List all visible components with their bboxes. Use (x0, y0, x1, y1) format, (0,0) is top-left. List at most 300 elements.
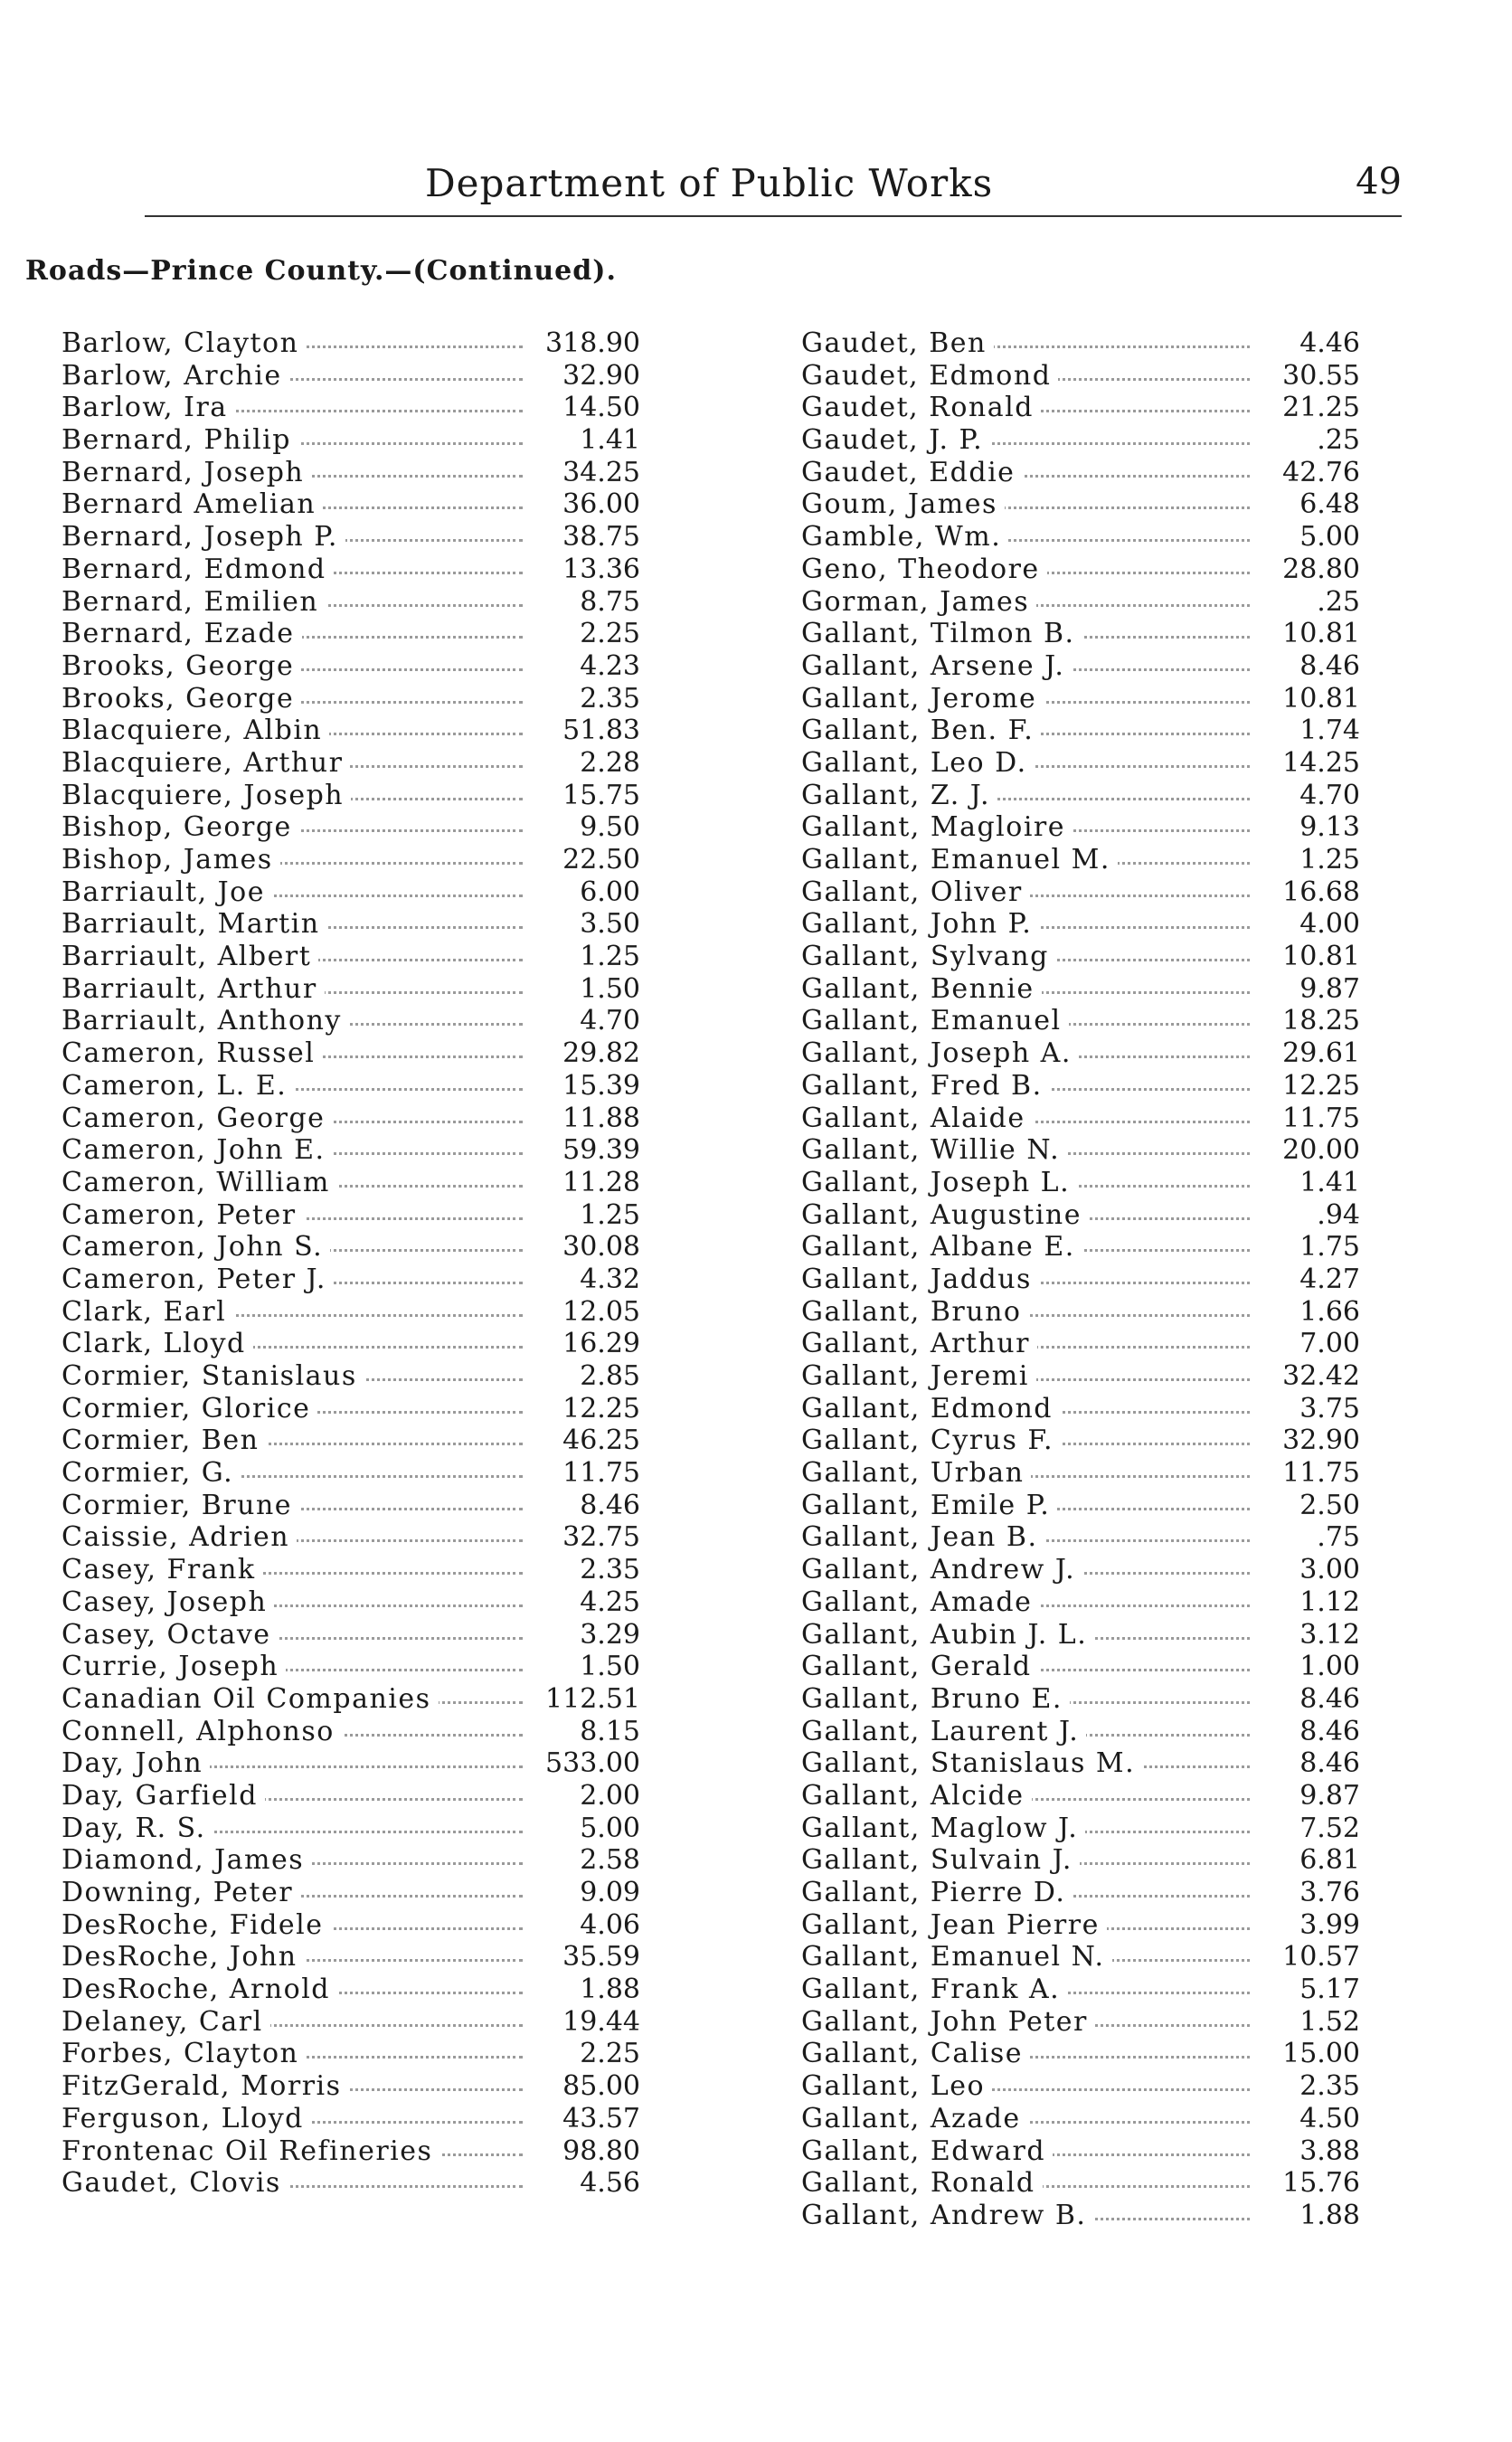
entry-name: Day, R. S. (61, 1813, 213, 1844)
list-item (801, 1683, 1380, 1716)
entry-name: Gaudet, Edmond (801, 360, 1058, 392)
entry-name: Gallant, Joseph L. (801, 1167, 1077, 1198)
entry-name: Gaudet, Ben (801, 327, 994, 359)
entry-name: Barriault, Anthony (61, 1005, 349, 1036)
entry-amount: 1.12 (1252, 1586, 1360, 1618)
entry-name: Cormier, Glorice (61, 1393, 317, 1424)
entry-name: Barlow, Archie (61, 360, 289, 392)
entry-name: Gaudet, Ronald (801, 392, 1041, 423)
list-item (801, 1490, 1380, 1522)
entry-amount: 9.87 (1252, 973, 1360, 1005)
list-item (61, 908, 640, 941)
list-item (801, 1586, 1380, 1619)
entry-name: Bernard, Joseph P. (61, 521, 345, 553)
entry-amount: 9.50 (532, 811, 640, 843)
entry-amount: 38.75 (532, 521, 640, 553)
entry-amount: 32.42 (1252, 1360, 1360, 1392)
entry-amount: 3.29 (532, 1619, 640, 1651)
list-item (801, 2135, 1380, 2168)
list-item (61, 586, 640, 619)
entry-amount: 5.00 (1252, 521, 1360, 553)
entry-name: Goum, James (801, 488, 1005, 520)
entry-amount: 6.48 (1252, 488, 1360, 520)
entry-name: Gallant, Emanuel M. (801, 844, 1118, 876)
entry-name: Gallant, Pierre D. (801, 1877, 1073, 1908)
entry-amount: 32.90 (1252, 1424, 1360, 1456)
entry-amount: 4.56 (532, 2167, 640, 2199)
entry-name: Gallant, Arthur (801, 1328, 1037, 1359)
entry-amount: 16.68 (1252, 876, 1360, 908)
list-item (61, 554, 640, 586)
entry-amount: 32.75 (532, 1521, 640, 1553)
entry-amount: 10.81 (1252, 683, 1360, 715)
entry-amount: 2.35 (1252, 2070, 1360, 2102)
list-item (801, 1457, 1380, 1490)
list-item (61, 1586, 640, 1619)
entry-amount: 98.80 (532, 2135, 640, 2167)
entry-name: Gallant, Leo (801, 2070, 992, 2102)
entry-amount: 3.99 (1252, 1909, 1360, 1941)
list-item (801, 1651, 1380, 1683)
entry-amount: 6.81 (1252, 1844, 1360, 1876)
list-item (61, 876, 640, 909)
entry-amount: 2.35 (532, 1554, 640, 1585)
entry-amount: 3.75 (1252, 1393, 1360, 1424)
entry-amount: 42.76 (1252, 457, 1360, 488)
entry-amount: 29.61 (1252, 1037, 1360, 1069)
entry-name: Blacquiere, Arthur (61, 747, 350, 779)
list-item (801, 908, 1380, 941)
entry-name: Barriault, Albert (61, 941, 318, 972)
list-item (801, 973, 1380, 1006)
list-item (61, 1134, 640, 1167)
entry-amount: 14.25 (1252, 747, 1360, 779)
entry-name: Gorman, James (801, 586, 1036, 618)
entry-amount: 4.50 (1252, 2103, 1360, 2134)
entry-name: Barriault, Joe (61, 876, 272, 908)
entry-amount: 4.32 (532, 1264, 640, 1295)
entry-amount: 11.75 (1252, 1103, 1360, 1134)
entry-name: Gallant, Magloire (801, 811, 1073, 843)
entry-amount: 21.25 (1252, 392, 1360, 423)
list-item (801, 1909, 1380, 1942)
list-item (801, 2103, 1380, 2135)
entry-name: Gallant, Azade (801, 2103, 1028, 2134)
entry-amount: 1.88 (532, 1973, 640, 2005)
entry-name: Gallant, Alcide (801, 1780, 1032, 1812)
list-item (61, 2135, 640, 2168)
entry-name: Gallant, Ronald (801, 2167, 1043, 2199)
entry-name: Gallant, Cyrus F. (801, 1424, 1061, 1456)
entry-name: Blacquiere, Joseph (61, 780, 351, 811)
entry-amount: 2.58 (532, 1844, 640, 1876)
list-item (801, 1393, 1380, 1425)
entry-name: Clark, Lloyd (61, 1328, 253, 1359)
entry-amount: 1.74 (1252, 715, 1360, 746)
entry-amount: 12.05 (532, 1296, 640, 1328)
list-item (801, 392, 1380, 424)
entry-name: Cameron, John S. (61, 1231, 330, 1263)
list-item (61, 2103, 640, 2135)
entry-amount: 19.44 (532, 2006, 640, 2038)
entry-name: DesRoche, John (61, 1941, 305, 1973)
entry-amount: 3.88 (1252, 2135, 1360, 2167)
entry-name: Bernard, Philip (61, 424, 298, 456)
list-item (61, 1167, 640, 1199)
list-item (61, 1360, 640, 1393)
entry-amount: 1.66 (1252, 1296, 1360, 1328)
entry-name: Ferguson, Lloyd (61, 2103, 311, 2134)
list-item (61, 2038, 640, 2070)
list-item (61, 973, 640, 1006)
entry-amount: 9.87 (1252, 1780, 1360, 1812)
entry-name: Gallant, Tilmon B. (801, 618, 1082, 649)
leader-dots (170, 1831, 523, 1833)
list-item (801, 811, 1380, 844)
entry-amount: .25 (1252, 424, 1360, 456)
list-item (61, 1490, 640, 1522)
list-item (801, 360, 1380, 393)
entry-amount: 15.39 (532, 1070, 640, 1102)
entry-amount: 2.25 (532, 618, 640, 649)
list-item (61, 1973, 640, 2006)
list-item (61, 1780, 640, 1813)
entry-amount: 51.83 (532, 715, 640, 746)
entry-amount: 22.50 (532, 844, 640, 876)
entry-name: Cameron, Peter (61, 1199, 304, 1231)
entry-amount: 4.25 (532, 1586, 640, 1618)
entry-amount: 28.80 (1252, 554, 1360, 585)
entry-name: Cormier, G. (61, 1457, 241, 1489)
entry-amount: .75 (1252, 1521, 1360, 1553)
entry-name: Gallant, Bruno (801, 1296, 1028, 1328)
entry-amount: 6.00 (532, 876, 640, 908)
entry-amount: 10.57 (1252, 1941, 1360, 1973)
entry-amount: 8.46 (1252, 1747, 1360, 1779)
entry-name: Bishop, George (61, 811, 299, 843)
list-item (801, 521, 1380, 554)
entry-name: Barlow, Clayton (61, 327, 306, 359)
list-item (61, 392, 640, 424)
entry-name: Geno, Theodore (801, 554, 1047, 585)
entry-name: Blacquiere, Albin (61, 715, 329, 746)
entry-name: Gaudet, J. P. (801, 424, 990, 456)
entry-amount: 7.00 (1252, 1328, 1360, 1359)
entry-name: Gallant, John P. (801, 908, 1039, 940)
entry-amount: 1.75 (1252, 1231, 1360, 1263)
entry-name: Cameron, L. E. (61, 1070, 294, 1102)
entry-amount: 4.27 (1252, 1264, 1360, 1295)
entry-name: Frontenac Oil Refineries (61, 2135, 439, 2167)
entry-name: Casey, Frank (61, 1554, 263, 1585)
list-item (801, 1264, 1380, 1296)
entry-name: Barriault, Martin (61, 908, 327, 940)
list-item (61, 1199, 640, 1232)
list-item (801, 1070, 1380, 1103)
entry-name: Gallant, Alaide (801, 1103, 1033, 1134)
list-item (61, 360, 640, 393)
entry-amount: 1.25 (1252, 844, 1360, 876)
list-item (801, 1844, 1380, 1877)
entry-amount: 2.28 (532, 747, 640, 779)
entry-amount: 533.00 (532, 1747, 640, 1779)
entry-name: Gallant, Jerome (801, 683, 1044, 715)
entry-name: Gaudet, Clovis (61, 2167, 288, 2199)
list-item (801, 1231, 1380, 1264)
list-item (801, 327, 1380, 360)
entry-name: Gallant, Edward (801, 2135, 1053, 2167)
entry-name: Gallant, Andrew J. (801, 1554, 1082, 1585)
list-item (61, 1716, 640, 1748)
entry-amount: 9.09 (532, 1877, 640, 1908)
entry-name: Bernard, Edmond (61, 554, 334, 585)
entry-amount: 2.00 (532, 1780, 640, 1812)
list-item (801, 844, 1380, 876)
entry-amount: 16.29 (532, 1328, 640, 1359)
entry-amount: 15.75 (532, 780, 640, 811)
entry-amount: 15.76 (1252, 2167, 1360, 2199)
entry-name: Bernard, Emilien (61, 586, 326, 618)
list-item (801, 1780, 1380, 1813)
entry-amount: 1.41 (532, 424, 640, 456)
entry-amount: 11.88 (532, 1103, 640, 1134)
entry-amount: 1.00 (1252, 1651, 1360, 1682)
entry-amount: 9.13 (1252, 811, 1360, 843)
entry-name: Connell, Alphonso (61, 1716, 342, 1747)
list-item (801, 715, 1380, 747)
entry-amount: 4.00 (1252, 908, 1360, 940)
entry-amount: 4.70 (1252, 780, 1360, 811)
entry-amount: 29.82 (532, 1037, 640, 1069)
entry-name: Cormier, Ben (61, 1424, 266, 1456)
list-item (801, 683, 1380, 715)
list-item (801, 2038, 1380, 2070)
entry-name: Gallant, Gerald (801, 1651, 1039, 1682)
entry-name: Cormier, Brune (61, 1490, 299, 1521)
entry-name: Gallant, Jeremi (801, 1360, 1036, 1392)
list-item (801, 1424, 1380, 1457)
list-item (61, 941, 640, 973)
entry-amount: 2.50 (1252, 1490, 1360, 1521)
list-item (61, 1424, 640, 1457)
list-item (801, 2167, 1380, 2200)
section-heading: Roads—Prince County.—(Continued). (25, 255, 617, 287)
entry-name: Bernard, Ezade (61, 618, 302, 649)
entry-amount: 8.46 (532, 1490, 640, 1521)
list-item (61, 1264, 640, 1296)
entry-amount: .94 (1252, 1199, 1360, 1231)
entry-name: Gallant, Leo D. (801, 747, 1035, 779)
entry-name: Cameron, John E. (61, 1134, 333, 1166)
list-item (801, 1813, 1380, 1845)
list-item (61, 1521, 640, 1554)
entry-name: Gallant, Calise (801, 2038, 1030, 2069)
entry-name: Casey, Octave (61, 1619, 279, 1651)
list-item (61, 1844, 640, 1877)
entry-name: Cameron, Russel (61, 1037, 322, 1069)
entry-amount: 14.50 (532, 392, 640, 423)
entry-amount: 59.39 (532, 1134, 640, 1166)
list-item (801, 1360, 1380, 1393)
entry-amount: 2.25 (532, 2038, 640, 2069)
list-item (61, 780, 640, 812)
page-header (145, 161, 1402, 217)
entry-name: Bishop, James (61, 844, 280, 876)
list-item (61, 1941, 640, 1973)
entry-name: Barriault, Arthur (61, 973, 325, 1005)
entry-amount: 318.90 (532, 327, 640, 359)
entry-amount: 8.46 (1252, 650, 1360, 682)
list-item (801, 1877, 1380, 1909)
list-item (61, 1651, 640, 1683)
list-item (61, 811, 640, 844)
entry-amount: 1.50 (532, 973, 640, 1005)
list-item (801, 650, 1380, 683)
entry-name: Gallant, Edmond (801, 1393, 1060, 1424)
right-column (801, 327, 1380, 2232)
list-item (61, 1909, 640, 1942)
list-item (61, 650, 640, 683)
entry-amount: 1.88 (1252, 2200, 1360, 2231)
list-item (61, 2070, 640, 2103)
list-item (801, 1941, 1380, 1973)
entry-amount: 4.23 (532, 650, 640, 682)
entry-name: Caissie, Adrien (61, 1521, 297, 1553)
entry-name: Gallant, Amade (801, 1586, 1039, 1618)
entry-amount: 10.81 (1252, 618, 1360, 649)
list-item (801, 876, 1380, 909)
list-item (61, 2006, 640, 2039)
entry-amount: 8.46 (1252, 1683, 1360, 1715)
list-item (801, 424, 1380, 457)
list-item (61, 1037, 640, 1070)
entry-name: DesRoche, Fidele (61, 1909, 331, 1941)
list-item (61, 1231, 640, 1264)
list-item (61, 1393, 640, 1425)
entry-name: Casey, Joseph (61, 1586, 274, 1618)
list-item (61, 1070, 640, 1103)
entry-name: Gallant, Stanislaus M. (801, 1747, 1142, 1779)
list-item (801, 457, 1380, 489)
entry-amount: 5.17 (1252, 1973, 1360, 2005)
list-item (801, 1716, 1380, 1748)
entry-amount: 5.00 (532, 1813, 640, 1844)
entry-name: Gallant, Aubin J. L. (801, 1619, 1094, 1651)
entry-name: Gallant, Emanuel (801, 1005, 1069, 1036)
entry-amount: 11.75 (532, 1457, 640, 1489)
entry-name: Currie, Joseph (61, 1651, 286, 1682)
list-item (61, 1619, 640, 1652)
list-item (61, 521, 640, 554)
entry-amount: 1.25 (532, 1199, 640, 1231)
entry-name: Gallant, Oliver (801, 876, 1030, 908)
entry-amount: 43.57 (532, 2103, 640, 2134)
list-item (61, 844, 640, 876)
entry-amount: 3.50 (532, 908, 640, 940)
entry-amount: 10.81 (1252, 941, 1360, 972)
entry-amount: 1.50 (532, 1651, 640, 1682)
entry-amount: 12.25 (1252, 1070, 1360, 1102)
entry-name: Gallant, Ben. F. (801, 715, 1041, 746)
list-item (801, 1134, 1380, 1167)
entry-name: Gallant, Albane E. (801, 1231, 1082, 1263)
entry-name: Gallant, Emile P. (801, 1490, 1057, 1521)
list-item (61, 1103, 640, 1135)
entry-name: Cameron, George (61, 1103, 332, 1134)
entry-amount: 32.90 (532, 360, 640, 392)
list-item (801, 586, 1380, 619)
entry-amount: 3.00 (1252, 1554, 1360, 1585)
list-item (801, 1167, 1380, 1199)
list-item (61, 1328, 640, 1360)
entry-name: Downing, Peter (61, 1877, 300, 1908)
list-item (61, 1683, 640, 1716)
entry-name: Cormier, Stanislaus (61, 1360, 364, 1392)
list-item (61, 2167, 640, 2200)
list-item (61, 1457, 640, 1490)
entry-name: Cameron, William (61, 1167, 337, 1198)
entry-name: Gallant, Jaddus (801, 1264, 1039, 1295)
list-item (61, 1813, 640, 1845)
entry-name: Gallant, Arsene J. (801, 650, 1072, 682)
entry-name: Bernard, Joseph (61, 457, 311, 488)
list-item (61, 1296, 640, 1329)
entry-amount: 4.70 (532, 1005, 640, 1036)
entry-amount: 4.46 (1252, 327, 1360, 359)
entry-amount: 46.25 (532, 1424, 640, 1456)
entry-amount: 85.00 (532, 2070, 640, 2102)
entry-name: Gallant, Joseph A. (801, 1037, 1079, 1069)
entry-name: Gaudet, Eddie (801, 457, 1022, 488)
entry-amount: 36.00 (532, 488, 640, 520)
entry-amount: 30.08 (532, 1231, 640, 1263)
entry-name: Canadian Oil Companies (61, 1683, 439, 1715)
entry-name: Delaney, Carl (61, 2006, 270, 2038)
list-item (801, 780, 1380, 812)
entry-amount: 1.25 (532, 941, 640, 972)
entry-amount: 34.25 (532, 457, 640, 488)
entry-name: Gallant, Sulvain J. (801, 1844, 1080, 1876)
list-item (61, 327, 640, 360)
entry-name: Gallant, Frank A. (801, 1973, 1067, 2005)
entry-amount: 3.12 (1252, 1619, 1360, 1651)
list-item (801, 1005, 1380, 1037)
list-item (61, 683, 640, 715)
entry-amount: 2.35 (532, 683, 640, 715)
list-item (801, 1037, 1380, 1070)
list-item (801, 1103, 1380, 1135)
entry-amount: 12.25 (532, 1393, 640, 1424)
entry-name: Barlow, Ira (61, 392, 235, 423)
list-item (61, 1747, 640, 1780)
entry-amount: 3.76 (1252, 1877, 1360, 1908)
entry-amount: 8.15 (532, 1716, 640, 1747)
entry-name: Clark, Earl (61, 1296, 233, 1328)
entry-name: Diamond, James (61, 1844, 311, 1876)
entry-name: DesRoche, Arnold (61, 1973, 337, 2005)
entry-amount: .25 (1252, 586, 1360, 618)
list-item (801, 1554, 1380, 1586)
entry-name: Gallant, Sylvang (801, 941, 1056, 972)
list-item (61, 1877, 640, 1909)
list-item (801, 488, 1380, 521)
entry-name: Gamble, Wm. (801, 521, 1008, 553)
entry-amount: 20.00 (1252, 1134, 1360, 1166)
list-item (801, 1328, 1380, 1360)
list-item (61, 457, 640, 489)
entry-name: Day, Garfield (61, 1780, 265, 1812)
entry-name: Bernard Amelian (61, 488, 323, 520)
